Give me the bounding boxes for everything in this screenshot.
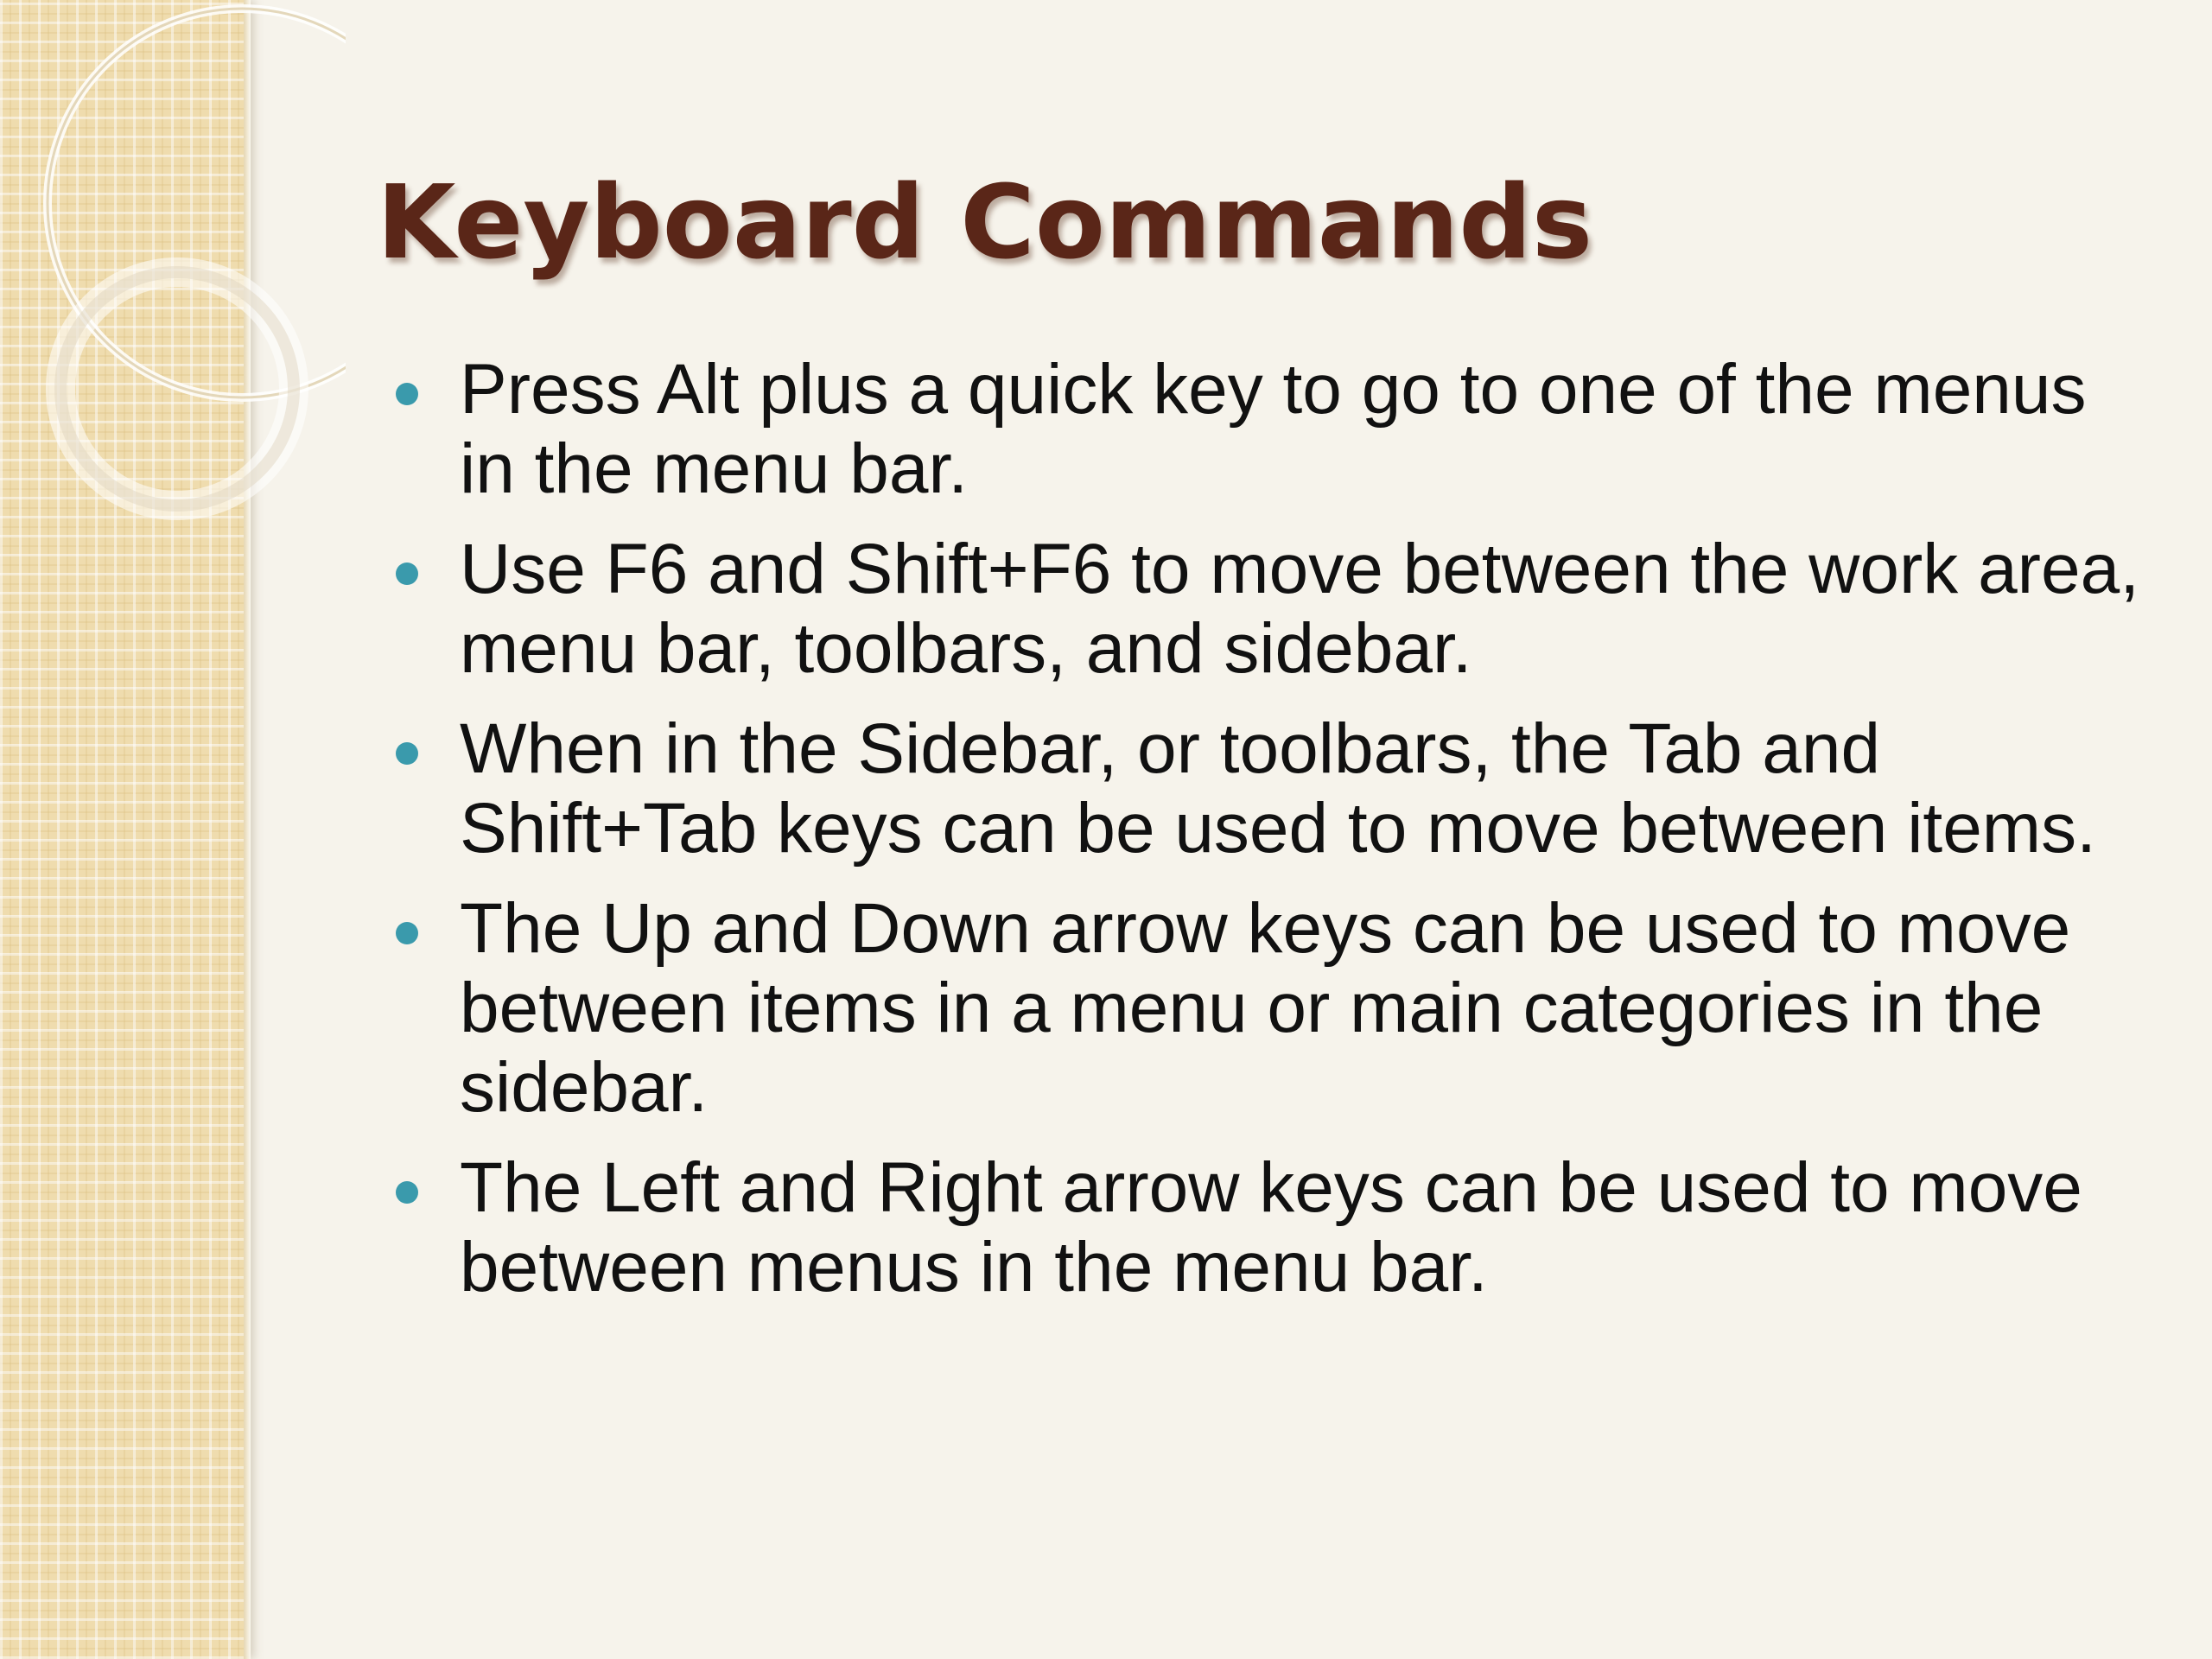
bullet-list [389,350,2152,1328]
circle-bullet-icon [396,1181,418,1204]
circle-bullet-icon [396,563,418,585]
bullet-text: Use F6 and Shift+F6 to move between the work area, menu bar, toolbars, and sidebar. [460,530,2139,688]
bullet-item [389,889,2152,1128]
circle-bullet-icon [396,922,418,944]
bullet-item [389,350,2152,509]
circle-bullet-icon [396,383,418,405]
bullet-item [389,709,2152,868]
bullet-text: When in the Sidebar, or toolbars, the Tab and Shift+Tab keys can be used to move between items. [460,709,2096,868]
bullet-text: Press Alt plus a quick key to go to one of the menus in the menu bar. [460,350,2087,508]
circle-bullet-icon [396,742,418,765]
bullet-text: The Up and Down arrow keys can be used to move between items in a menu or main categories in the sidebar. [460,889,2071,1127]
bullet-item [389,1148,2152,1307]
bullet-item [389,530,2152,689]
ring-ornament-icon [0,0,346,605]
bullet-text: The Left and Right arrow keys can be used to move between menus in the menu bar. [460,1148,2082,1306]
slide-title: Keyboard Commands [377,162,1593,282]
